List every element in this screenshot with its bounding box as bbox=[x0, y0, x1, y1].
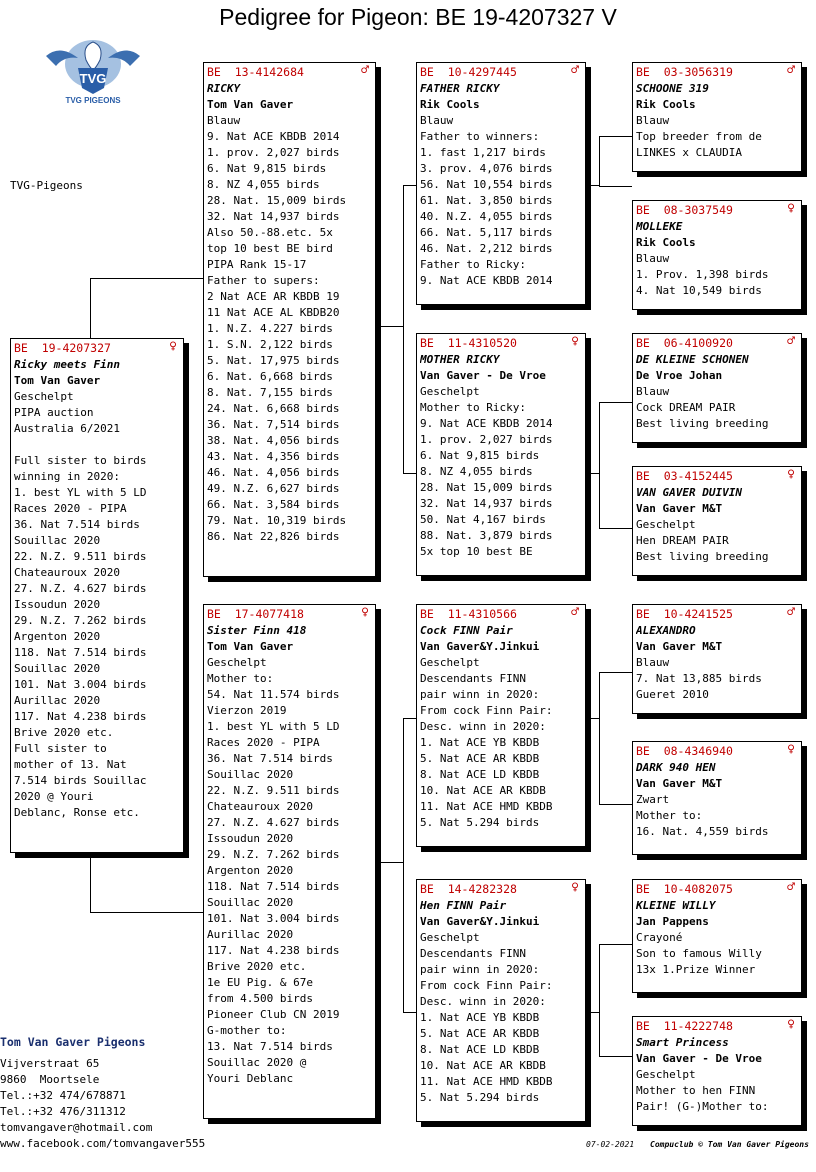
pedigree-line: Zwart bbox=[636, 793, 670, 806]
ring-number bbox=[636, 882, 801, 898]
pedigree-line: 8. Nat. 7,155 birds bbox=[207, 386, 333, 399]
pedigree-line: Souillac 2020 bbox=[14, 662, 101, 675]
pedigree-line: 118. Nat 7.514 birds bbox=[207, 880, 340, 893]
pigeon-name: ALEXANDRO bbox=[636, 624, 696, 637]
breeder-address: Vijverstraat 65 bbox=[0, 1057, 100, 1070]
male-icon: ♂ bbox=[571, 63, 579, 78]
connector bbox=[90, 278, 91, 340]
pedigree-line: Youri Deblanc bbox=[207, 1072, 294, 1085]
pedigree-line: 54. Nat 11.574 birds bbox=[207, 688, 340, 701]
pedigree-line: Brive 2020 etc. bbox=[207, 960, 307, 973]
ring-number-text: BE 10-4297445 bbox=[420, 65, 517, 79]
side-label: TVG-Pigeons bbox=[10, 179, 83, 192]
pedigree-line: 61. Nat. 3,850 birds bbox=[420, 194, 553, 207]
pedigree-line: 5. Nat. 17,975 birds bbox=[207, 354, 340, 367]
pedigree-line: 79. Nat. 10,319 birds bbox=[207, 514, 347, 527]
ring-number bbox=[207, 607, 375, 623]
pigeon-name: Cock FINN Pair bbox=[420, 624, 513, 637]
connector bbox=[403, 473, 417, 474]
pedigree-line: Cock DREAM PAIR bbox=[636, 401, 736, 414]
pedigree-line: 10. Nat ACE AR KBDB bbox=[420, 784, 546, 797]
connector bbox=[588, 1012, 600, 1013]
ring-number bbox=[636, 469, 801, 485]
pedigree-line: 4. Nat 10,549 birds bbox=[636, 284, 762, 297]
pedigree-line: 43. Nat. 4,356 birds bbox=[207, 450, 340, 463]
connector bbox=[599, 402, 632, 403]
male-icon: ♂ bbox=[787, 880, 795, 895]
female-icon: ♀ bbox=[787, 742, 795, 757]
pigeon-name: VAN GAVER DUIVIN bbox=[636, 486, 742, 499]
pedigree-line: 118. Nat 7.514 birds bbox=[14, 646, 147, 659]
pedigree-line: 32. Nat 14,937 birds bbox=[420, 497, 553, 510]
pedigree-card-father-father bbox=[416, 62, 586, 305]
connector bbox=[599, 672, 632, 673]
pedigree-line: 7. Nat 13,885 birds bbox=[636, 672, 762, 685]
pedigree-line: mother of 13. Nat bbox=[14, 758, 127, 771]
pedigree-line: Father to winners: bbox=[420, 130, 540, 143]
pedigree-line: 1. prov. 2,027 birds bbox=[420, 433, 553, 446]
pedigree-line: Pioneer Club CN 2019 bbox=[207, 1008, 340, 1021]
pedigree-line: Descendants FINN bbox=[420, 672, 526, 685]
pedigree-line: 8. Nat ACE LD KBDB bbox=[420, 768, 540, 781]
owner-name: Rik Cools bbox=[420, 98, 480, 111]
pedigree-line: Crayoné bbox=[636, 931, 683, 944]
pedigree-line: 1. Prov. 1,398 birds bbox=[636, 268, 769, 281]
ring-number-text: BE 03-4152445 bbox=[636, 469, 733, 483]
pedigree-line: 5. Nat ACE AR KBDB bbox=[420, 1027, 540, 1040]
pigeon-name: MOLLEKE bbox=[636, 220, 683, 233]
pedigree-line: 36. Nat 7.514 birds bbox=[207, 752, 333, 765]
owner-name: Van Gaver M&T bbox=[636, 640, 723, 653]
pedigree-line: 11. Nat ACE HMD KBDB bbox=[420, 1075, 553, 1088]
pedigree-line: 36. Nat 7.514 birds bbox=[14, 518, 140, 531]
pigeon-name: FATHER RICKY bbox=[420, 82, 500, 95]
pedigree-line: 27. N.Z. 4.627 birds bbox=[14, 582, 147, 595]
pedigree-line: 36. Nat. 7,514 birds bbox=[207, 418, 340, 431]
pedigree-card-mother-father bbox=[416, 604, 586, 847]
pedigree-card-mfm bbox=[632, 741, 802, 855]
pedigree-line: 8. NZ 4,055 birds bbox=[420, 465, 533, 478]
owner-name: Van Gaver&Y.Jinkui bbox=[420, 640, 540, 653]
pedigree-line: Best living breeding bbox=[636, 550, 769, 563]
male-icon: ♂ bbox=[787, 63, 795, 78]
svg-text:TVG PIGEONS: TVG PIGEONS bbox=[65, 96, 121, 105]
ring-number-text: BE 10-4082075 bbox=[636, 882, 733, 896]
pedigree-line: PIPA auction bbox=[14, 406, 94, 419]
pedigree-line: 11 Nat ACE AL KBDB20 bbox=[207, 306, 340, 319]
pedigree-line: 86. Nat 22,826 birds bbox=[207, 530, 340, 543]
pedigree-line: 13x 1.Prize Winner bbox=[636, 963, 756, 976]
pigeon-name: DARK 940 HEN bbox=[636, 761, 716, 774]
pedigree-line: Argenton 2020 bbox=[207, 864, 294, 877]
connector bbox=[90, 278, 204, 279]
connector bbox=[403, 185, 417, 186]
pedigree-line: 13. Nat 7.514 birds bbox=[207, 1040, 333, 1053]
ring-number bbox=[636, 1019, 801, 1035]
pedigree-line: 56. Nat 10,554 birds bbox=[420, 178, 553, 191]
owner-name: Jan Pappens bbox=[636, 915, 709, 928]
pigeon-name: DE KLEINE SCHONEN bbox=[636, 353, 749, 366]
female-icon: ♀ bbox=[571, 334, 579, 349]
pedigree-line: 8. NZ 4,055 birds bbox=[207, 178, 320, 191]
ring-number bbox=[636, 607, 801, 623]
pigeon-name: Sister Finn 418 bbox=[207, 624, 307, 637]
connector bbox=[599, 944, 632, 945]
pedigree-card-mmf bbox=[632, 879, 802, 993]
owner-name: Rik Cools bbox=[636, 236, 696, 249]
pedigree-line: Gueret 2010 bbox=[636, 688, 709, 701]
pedigree-line: 40. N.Z. 4,055 birds bbox=[420, 210, 553, 223]
ring-number-text: BE 19-4207327 bbox=[14, 341, 111, 355]
pedigree-line: Souillac 2020 bbox=[207, 768, 294, 781]
ring-number bbox=[420, 336, 585, 352]
pedigree-line: 9. Nat ACE KBDB 2014 bbox=[420, 417, 553, 430]
connector bbox=[599, 804, 632, 805]
connector bbox=[599, 672, 600, 804]
pedigree-line: 38. Nat. 4,056 birds bbox=[207, 434, 340, 447]
male-icon: ♂ bbox=[361, 63, 369, 78]
pedigree-line: Aurillac 2020 bbox=[14, 694, 101, 707]
ring-number-text: BE 11-4310520 bbox=[420, 336, 517, 350]
connector bbox=[599, 136, 600, 186]
pedigree-line: 22. N.Z. 9.511 birds bbox=[14, 550, 147, 563]
female-icon: ♀ bbox=[787, 467, 795, 482]
pigeon-name: KLEINE WILLY bbox=[636, 899, 716, 912]
pedigree-line: Brive 2020 etc. bbox=[14, 726, 114, 739]
connector bbox=[599, 186, 632, 187]
pedigree-line: Mother to: bbox=[636, 809, 703, 822]
pedigree-line: from 4.500 birds bbox=[207, 992, 313, 1005]
pedigree-line: 117. Nat 4.238 birds bbox=[207, 944, 340, 957]
pedigree-line: Blauw bbox=[636, 656, 670, 669]
pedigree-line: 1. Nat ACE YB KBDB bbox=[420, 736, 540, 749]
pedigree-line: pair winn in 2020: bbox=[420, 963, 540, 976]
pedigree-line: Argenton 2020 bbox=[14, 630, 101, 643]
owner-name: Van Gaver - De Vroe bbox=[420, 369, 546, 382]
ring-number-text: BE 11-4310566 bbox=[420, 607, 517, 621]
connector bbox=[403, 1012, 417, 1013]
owner-name: De Vroe Johan bbox=[636, 369, 723, 382]
ring-number-text: BE 06-4100920 bbox=[636, 336, 733, 350]
pedigree-line: 10. Nat ACE AR KBDB bbox=[420, 1059, 546, 1072]
pedigree-line: pair winn in 2020: bbox=[420, 688, 540, 701]
tvg-logo bbox=[38, 36, 148, 106]
owner-name: Van Gaver - De Vroe bbox=[636, 1052, 762, 1065]
pedigree-line: Blauw bbox=[636, 114, 670, 127]
pedigree-line: 1. N.Z. 4.227 birds bbox=[207, 322, 333, 335]
pedigree-line: Top breeder from de bbox=[636, 130, 762, 143]
page-title: Pedigree for Pigeon: BE 19-4207327 V bbox=[219, 4, 617, 30]
pedigree-line: 2020 @ Youri bbox=[14, 790, 94, 803]
breeder-email[interactable]: tomvangaver@hotmail.com bbox=[0, 1121, 153, 1134]
pedigree-line: Souillac 2020 bbox=[14, 534, 101, 547]
pigeon-name: Hen FINN Pair bbox=[420, 899, 507, 912]
pedigree-line: 1. best YL with 5 LD bbox=[207, 720, 340, 733]
pedigree-line: 101. Nat 3.004 birds bbox=[207, 912, 340, 925]
pedigree-line: Blauw bbox=[636, 252, 670, 265]
owner-name: Van Gaver&Y.Jinkui bbox=[420, 915, 540, 928]
pedigree-line: 1. S.N. 2,122 birds bbox=[207, 338, 333, 351]
pedigree-card-mff bbox=[632, 604, 802, 714]
connector bbox=[588, 718, 600, 719]
pedigree-line: 5. Nat ACE AR KBDB bbox=[420, 752, 540, 765]
pedigree-line: From cock Finn Pair: bbox=[420, 979, 553, 992]
ring-number-text: BE 03-3056319 bbox=[636, 65, 733, 79]
pedigree-card-fmm bbox=[632, 466, 802, 576]
pedigree-line: Geschelpt bbox=[420, 931, 480, 944]
ring-number bbox=[636, 65, 801, 81]
pedigree-line: top 10 best BE bird bbox=[207, 242, 333, 255]
pedigree-card-fff bbox=[632, 62, 802, 172]
pedigree-line: Descendants FINN bbox=[420, 947, 526, 960]
pedigree-line: 49. N.Z. 6,627 birds bbox=[207, 482, 340, 495]
owner-name: Tom Van Gaver bbox=[207, 98, 294, 111]
pedigree-line: 88. Nat. 3,879 birds bbox=[420, 529, 553, 542]
pigeon-name: MOTHER RICKY bbox=[420, 353, 500, 366]
pedigree-line: 117. Nat 4.238 birds bbox=[14, 710, 147, 723]
pedigree-line: 1. Nat ACE YB KBDB bbox=[420, 1011, 540, 1024]
pedigree-line: Races 2020 - PIPA bbox=[207, 736, 320, 749]
pedigree-line: 28. Nat 15,009 birds bbox=[420, 481, 553, 494]
ring-number-text: BE 14-4282328 bbox=[420, 882, 517, 896]
pedigree-line: Issoudun 2020 bbox=[14, 598, 101, 611]
connector bbox=[378, 862, 404, 863]
ring-number bbox=[207, 65, 375, 81]
pedigree-card-ffm bbox=[632, 200, 802, 310]
pedigree-line: Australia 6/2021 bbox=[14, 422, 120, 435]
male-icon: ♂ bbox=[571, 605, 579, 620]
pedigree-line: 46. Nat. 2,212 birds bbox=[420, 242, 553, 255]
pedigree-line: Mother to: bbox=[207, 672, 274, 685]
pedigree-line: Full sister to bbox=[14, 742, 107, 755]
pedigree-line: Mother to Ricky: bbox=[420, 401, 526, 414]
pedigree-line: Geschelpt bbox=[14, 390, 74, 403]
pigeon-name: SCHOONE 319 bbox=[636, 82, 709, 95]
connector bbox=[378, 326, 404, 327]
pedigree-line: Desc. winn in 2020: bbox=[420, 720, 546, 733]
pedigree-line: 22. N.Z. 9.511 birds bbox=[207, 784, 340, 797]
pedigree-line: 9. Nat ACE KBDB 2014 bbox=[420, 274, 553, 287]
svg-text:TVG: TVG bbox=[79, 71, 107, 86]
female-icon: ♀ bbox=[169, 339, 177, 354]
ring-number bbox=[636, 744, 801, 760]
pedigree-line: Chateauroux 2020 bbox=[207, 800, 313, 813]
pedigree-line: 3. prov. 4,076 birds bbox=[420, 162, 553, 175]
pedigree-line: winning in 2020: bbox=[14, 470, 120, 483]
pedigree-line: Geschelpt bbox=[636, 518, 696, 531]
pedigree-card-father bbox=[203, 62, 376, 577]
pedigree-line: Races 2020 - PIPA bbox=[14, 502, 127, 515]
pedigree-card-fmf bbox=[632, 333, 802, 443]
pedigree-line: Father to Ricky: bbox=[420, 258, 526, 271]
connector bbox=[599, 1056, 632, 1057]
connector bbox=[90, 855, 91, 912]
breeder-info bbox=[0, 1034, 210, 1152]
pedigree-line: 11. Nat ACE HMD KBDB bbox=[420, 800, 553, 813]
pedigree-line: LINKES x CLAUDIA bbox=[636, 146, 742, 159]
pedigree-line: Son to famous Willy bbox=[636, 947, 762, 960]
female-icon: ♀ bbox=[571, 880, 579, 895]
connector bbox=[403, 718, 417, 719]
pigeon-name: Smart Princess bbox=[636, 1036, 729, 1049]
pedigree-card-mmm bbox=[632, 1016, 802, 1126]
pedigree-line: Blauw bbox=[420, 114, 454, 127]
pedigree-line: 6. Nat 9,815 birds bbox=[420, 449, 540, 462]
pedigree-card-subject bbox=[10, 338, 184, 853]
pedigree-line: Geschelpt bbox=[207, 656, 267, 669]
pedigree-line: 1. fast 1,217 birds bbox=[420, 146, 546, 159]
male-icon: ♂ bbox=[787, 334, 795, 349]
connector bbox=[90, 912, 204, 913]
female-icon: ♀ bbox=[361, 605, 369, 620]
pedigree-line: Geschelpt bbox=[420, 385, 480, 398]
pedigree-line: Souillac 2020 @ bbox=[207, 1056, 307, 1069]
pedigree-line: 6. Nat 9,815 birds bbox=[207, 162, 327, 175]
breeder-phone-2: Tel.:+32 476/311312 bbox=[0, 1105, 126, 1118]
pedigree-line: 7.514 birds Souillac bbox=[14, 774, 147, 787]
pedigree-line: Mother to hen FINN bbox=[636, 1084, 756, 1097]
connector bbox=[599, 944, 600, 1056]
connector bbox=[599, 402, 600, 528]
ring-number bbox=[420, 882, 585, 898]
ring-number-text: BE 10-4241525 bbox=[636, 607, 733, 621]
owner-name: Van Gaver M&T bbox=[636, 777, 723, 790]
ring-number bbox=[14, 341, 183, 357]
pedigree-line: 27. N.Z. 4.627 birds bbox=[207, 816, 340, 829]
pedigree-line: 16. Nat. 4,559 birds bbox=[636, 825, 769, 838]
connector bbox=[403, 718, 404, 1012]
pedigree-line: 28. Nat. 15,009 birds bbox=[207, 194, 347, 207]
footer-date: 07-02-2021 bbox=[586, 1140, 635, 1149]
pedigree-line: 50. Nat 4,167 birds bbox=[420, 513, 546, 526]
pedigree-line: Deblanc, Ronse etc. bbox=[14, 806, 140, 819]
pedigree-line: Aurillac 2020 bbox=[207, 928, 294, 941]
pedigree-card-mother-mother bbox=[416, 879, 586, 1122]
owner-name: Tom Van Gaver bbox=[207, 640, 294, 653]
pedigree-line: 29. N.Z. 7.262 birds bbox=[207, 848, 340, 861]
pedigree-line: 5. Nat 5.294 birds bbox=[420, 816, 540, 829]
pedigree-line: 1. prov. 2,027 birds bbox=[207, 146, 340, 159]
ring-number-text: BE 13-4142684 bbox=[207, 65, 304, 79]
female-icon: ♀ bbox=[787, 201, 795, 216]
pedigree-line: Geschelpt bbox=[636, 1068, 696, 1081]
pedigree-line: Blauw bbox=[207, 114, 241, 127]
pedigree-line: 5x top 10 best BE bbox=[420, 545, 533, 558]
ring-number-text: BE 08-3037549 bbox=[636, 203, 733, 217]
pedigree-line: 66. Nat. 5,117 birds bbox=[420, 226, 553, 239]
pedigree-line: 5. Nat 5.294 birds bbox=[420, 1091, 540, 1104]
pedigree-line: 29. N.Z. 7.262 birds bbox=[14, 614, 147, 627]
pedigree-line: Also 50.-88.etc. 5x bbox=[207, 226, 333, 239]
breeder-name: Tom Van Gaver Pigeons bbox=[0, 1035, 146, 1049]
male-icon: ♂ bbox=[787, 605, 795, 620]
connector bbox=[599, 136, 632, 137]
pedigree-card-father-mother bbox=[416, 333, 586, 576]
pedigree-card-mother bbox=[203, 604, 376, 1119]
pedigree-line: 9. Nat ACE KBDB 2014 bbox=[207, 130, 340, 143]
pedigree-line: 8. Nat ACE LD KBDB bbox=[420, 1043, 540, 1056]
pedigree-line: 2 Nat ACE AR KBDB 19 bbox=[207, 290, 340, 303]
breeder-city: 9860 Moortsele bbox=[0, 1073, 100, 1086]
connector bbox=[599, 528, 632, 529]
pigeon-name: Ricky meets Finn bbox=[14, 358, 120, 371]
ring-number bbox=[420, 607, 585, 623]
pedigree-line: 66. Nat. 3,584 birds bbox=[207, 498, 340, 511]
pedigree-line: Desc. winn in 2020: bbox=[420, 995, 546, 1008]
pedigree-line: Father to supers: bbox=[207, 274, 320, 287]
pedigree-line: From cock Finn Pair: bbox=[420, 704, 553, 717]
owner-name: Tom Van Gaver bbox=[14, 374, 101, 387]
pedigree-line: Full sister to birds bbox=[14, 454, 147, 467]
pedigree-line: 101. Nat 3.004 birds bbox=[14, 678, 147, 691]
pedigree-line: Pair! (G-)Mother to: bbox=[636, 1100, 769, 1113]
pedigree-line: Hen DREAM PAIR bbox=[636, 534, 729, 547]
pedigree-line: PIPA Rank 15-17 bbox=[207, 258, 307, 271]
pedigree-line: G-mother to: bbox=[207, 1024, 287, 1037]
female-icon: ♀ bbox=[787, 1017, 795, 1032]
breeder-website[interactable]: www.facebook.com/tomvangaver555 bbox=[0, 1137, 206, 1150]
connector bbox=[403, 185, 404, 473]
pigeon-name: RICKY bbox=[207, 82, 241, 95]
pedigree-line: 46. Nat. 4,056 birds bbox=[207, 466, 340, 479]
connector bbox=[588, 473, 600, 474]
footer-copyright: Compuclub © Tom Van Gaver Pigeons bbox=[650, 1140, 809, 1149]
pedigree-line: 24. Nat. 6,668 birds bbox=[207, 402, 340, 415]
pedigree-line: Souillac 2020 bbox=[207, 896, 294, 909]
owner-name: Rik Cools bbox=[636, 98, 696, 111]
pedigree-line: Vierzon 2019 bbox=[207, 704, 287, 717]
pedigree-line: Geschelpt bbox=[420, 656, 480, 669]
ring-number bbox=[636, 203, 801, 219]
pedigree-line bbox=[14, 437, 183, 453]
pedigree-line: 1e EU Pig. & 67e bbox=[207, 976, 313, 989]
owner-name: Van Gaver M&T bbox=[636, 502, 723, 515]
pedigree-line: Issoudun 2020 bbox=[207, 832, 294, 845]
pedigree-line: 6. Nat. 6,668 birds bbox=[207, 370, 333, 383]
ring-number-text: BE 11-4222748 bbox=[636, 1019, 733, 1033]
ring-number bbox=[636, 336, 801, 352]
ring-number-text: BE 08-4346940 bbox=[636, 744, 733, 758]
pedigree-line: Blauw bbox=[636, 385, 670, 398]
pedigree-line: Best living breeding bbox=[636, 417, 769, 430]
ring-number bbox=[420, 65, 585, 81]
breeder-phone-1: Tel.:+32 474/678871 bbox=[0, 1089, 126, 1102]
ring-number-text: BE 17-4077418 bbox=[207, 607, 304, 621]
pedigree-line: 32. Nat 14,937 birds bbox=[207, 210, 340, 223]
pedigree-line: Chateauroux 2020 bbox=[14, 566, 120, 579]
pedigree-line: 1. best YL with 5 LD bbox=[14, 486, 147, 499]
